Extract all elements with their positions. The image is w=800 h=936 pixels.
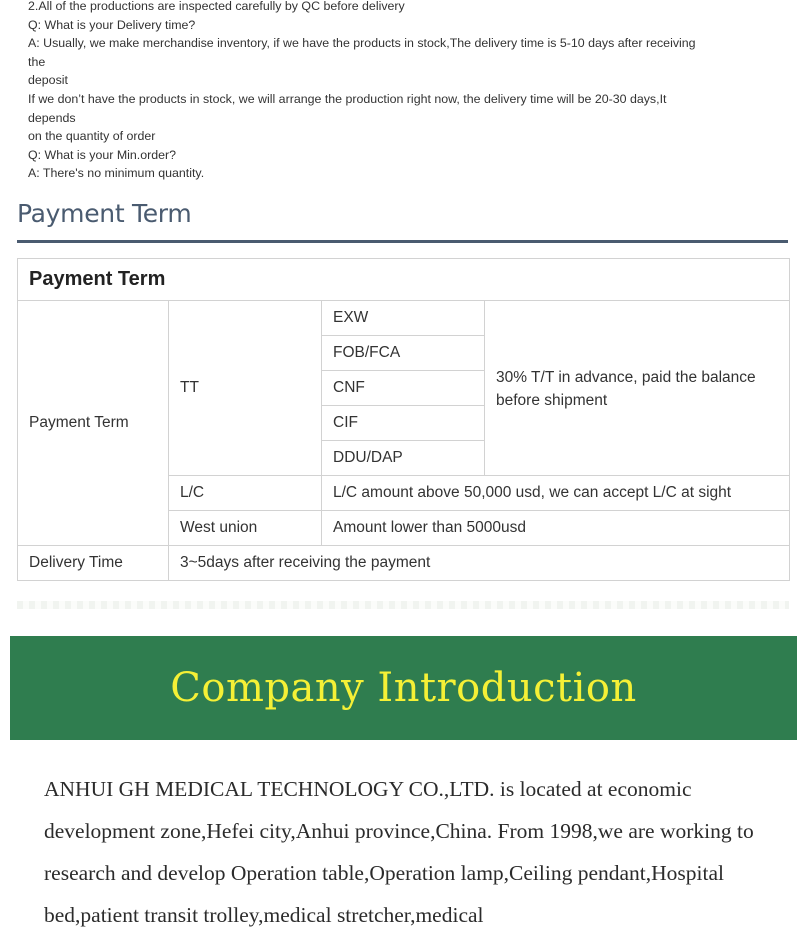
faq-line: A: There's no minimum quantity. (28, 166, 205, 181)
decorative-strip (17, 601, 789, 609)
west-union-note: Amount lower than 5000usd (322, 511, 790, 546)
company-intro-banner (10, 636, 797, 740)
faq-line: the (28, 54, 46, 69)
faq-line: A: Usually, we make merchandise inventory, if we have the products in stock,The delivery time is 5-10 days after receiving (28, 36, 696, 51)
faq-line: depends (28, 110, 76, 125)
term-ddu-dap: DDU/DAP (322, 441, 485, 476)
payment-term-table (17, 258, 790, 581)
faq-line: deposit (28, 73, 68, 88)
faq-line: 2.All of the productions are inspected carefully by QC before delivery (28, 0, 405, 13)
delivery-time-note: 3~5days after receiving the payment (169, 546, 790, 581)
section-divider (17, 240, 788, 243)
term-exw: EXW (322, 301, 485, 336)
term-cif: CIF (322, 406, 485, 441)
tt-note: 30% T/T in advance, paid the balance before shipment (485, 301, 790, 476)
faq-line: If we don’t have the products in stock, we will arrange the production right now, the delivery time will be 20-30 days,It (28, 91, 667, 106)
delivery-time-label: Delivery Time (18, 546, 169, 581)
payment-section-title: Payment Term (17, 199, 192, 228)
west-union-label: West union (169, 511, 322, 546)
tt-label: TT (169, 301, 322, 476)
company-intro-title: Company Introduction (170, 665, 637, 711)
table-header: Payment Term (18, 259, 790, 301)
faq-text (28, 0, 768, 183)
payment-term-label: Payment Term (18, 301, 169, 546)
term-cnf: CNF (322, 371, 485, 406)
lc-note: L/C amount above 50,000 usd, we can accept L/C at sight (322, 476, 790, 511)
faq-question-delivery: Q: What is your Delivery time? (28, 17, 196, 32)
faq-question-min-order: Q: What is your Min.order? (28, 147, 177, 162)
faq-line: on the quantity of order (28, 129, 156, 144)
term-fob-fca: FOB/FCA (322, 336, 485, 371)
lc-label: L/C (169, 476, 322, 511)
company-intro-text: ANHUI GH MEDICAL TECHNOLOGY CO.,LTD. is located at economic development zone,Hefei city,Anhui province,China. From 1998,we are working to research and develop Operation table,Operation lamp,Ceiling pendant,Hospital bed,patient transit trolley,medical stretcher,medical (44, 777, 754, 927)
